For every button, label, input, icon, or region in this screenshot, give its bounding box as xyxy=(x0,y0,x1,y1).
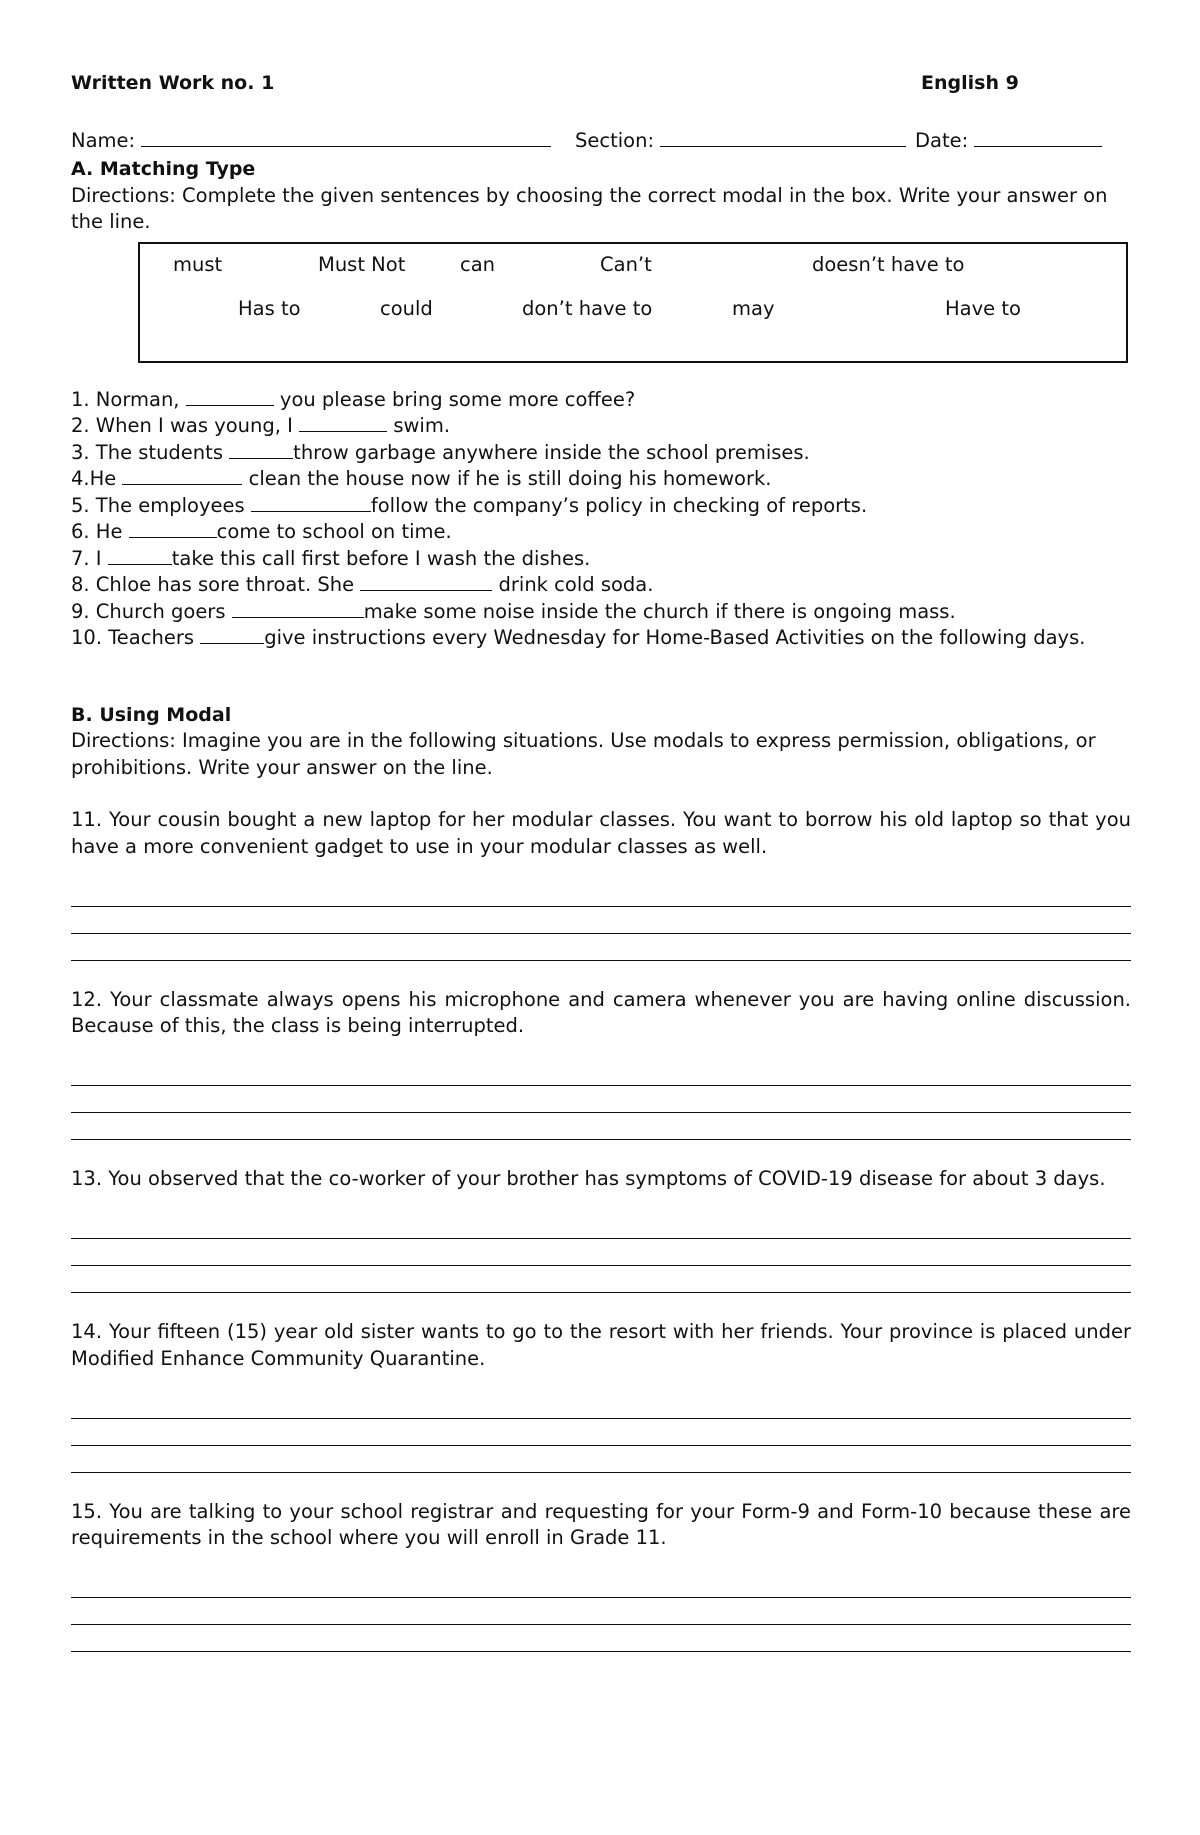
answer-line[interactable] xyxy=(71,1266,1131,1293)
item-text: clean the house now if he is still doing his homework. xyxy=(242,467,772,490)
item-text: throw garbage anywhere inside the school premises. xyxy=(293,440,810,464)
answer-line[interactable] xyxy=(71,1598,1131,1625)
answer-blank[interactable] xyxy=(251,493,371,512)
item-text: take this call first before I wash the dishes. xyxy=(171,546,591,570)
matching-item xyxy=(71,387,1131,414)
item-text: 8. Chloe has sore throat. She xyxy=(71,573,361,596)
answer-line[interactable] xyxy=(71,1059,1131,1086)
answer-blank[interactable] xyxy=(232,599,364,618)
question-text: 14. Your fifteen (15) year old sister wants to go to the resort with her friends. Your province is placed under Modified Enhance Community Quarantine. xyxy=(71,1320,1131,1370)
answer-line[interactable] xyxy=(71,880,1131,907)
question-text: 11. Your cousin bought a new laptop for her modular classes. You want to borrow his old laptop so that you have a more convenient gadget to use in your modular classes as well. xyxy=(71,808,1131,858)
section-a-directions: Directions: Complete the given sentences by choosing the correct modal in the box. Write your answer on the line. xyxy=(71,183,1108,233)
matching-item xyxy=(71,466,1131,493)
item-text: 1. Norman, xyxy=(71,387,186,411)
item-text: give instructions every Wednesday for Home-Based Activities on the following days. xyxy=(264,626,1086,649)
item-text: make some noise inside the church if there is ongoing mass. xyxy=(363,599,956,623)
answer-line[interactable] xyxy=(71,1086,1131,1113)
matching-item xyxy=(71,493,1131,520)
item-text: 7. I xyxy=(71,546,108,570)
answer-blank[interactable] xyxy=(108,546,172,565)
question-block xyxy=(71,987,1131,1141)
item-text: 4.He xyxy=(71,467,123,490)
matching-item xyxy=(71,599,1131,626)
question-block xyxy=(71,807,1131,961)
name-field[interactable] xyxy=(71,126,551,155)
matching-items xyxy=(71,387,1131,652)
worksheet-page xyxy=(71,70,1131,1652)
modal-word: Must Not xyxy=(318,252,406,276)
name-label: Name: xyxy=(71,129,136,152)
modal-word: Have to xyxy=(945,296,1021,320)
modal-word-box xyxy=(138,242,1128,363)
modal-word: may xyxy=(732,296,775,320)
answer-line[interactable] xyxy=(71,907,1131,934)
date-blank[interactable] xyxy=(974,126,1102,147)
date-label: Date: xyxy=(915,129,969,152)
modal-word: Has to xyxy=(238,296,301,320)
item-text: follow the company’s policy in checking of reports. xyxy=(370,493,868,517)
answer-line[interactable] xyxy=(71,1113,1131,1140)
item-text: 3. The students xyxy=(71,440,230,464)
section-label: Section: xyxy=(575,129,655,152)
answer-blank[interactable] xyxy=(360,572,492,591)
matching-item xyxy=(71,519,1131,546)
modal-word: could xyxy=(380,296,433,320)
answer-line[interactable] xyxy=(71,934,1131,961)
item-text: drink cold soda. xyxy=(492,573,654,596)
answer-line[interactable] xyxy=(71,1239,1131,1266)
question-block xyxy=(71,1166,1131,1293)
answer-blank[interactable] xyxy=(299,413,387,432)
section-blank[interactable] xyxy=(660,126,906,147)
matching-item xyxy=(71,572,1131,599)
matching-item xyxy=(71,625,1131,652)
matching-item xyxy=(71,440,1131,467)
answer-line[interactable] xyxy=(71,1446,1131,1473)
answer-line[interactable] xyxy=(71,1392,1131,1419)
section-a-title: A. Matching Type xyxy=(71,158,256,180)
student-info-row xyxy=(71,126,1131,156)
worksheet-title: Written Work no. 1 xyxy=(71,72,275,94)
item-text: you please bring some more coffee? xyxy=(273,387,636,411)
answer-blank[interactable] xyxy=(186,387,274,406)
answer-line[interactable] xyxy=(71,1571,1131,1598)
modal-word: can xyxy=(460,252,496,276)
section-b-title: B. Using Modal xyxy=(71,703,232,726)
modal-word: must xyxy=(173,252,223,276)
header xyxy=(71,70,1131,100)
question-text: 13. You observed that the co-worker of your brother has symptoms of COVID-19 disease for about 3 days. xyxy=(71,1167,1106,1190)
modal-word: don’t have to xyxy=(522,296,653,320)
section-b-directions: Directions: Imagine you are in the following situations. Use modals to express permission, obligations, or prohibitions. Write your answer on the line. xyxy=(71,729,1096,779)
item-text: come to school on time. xyxy=(216,520,452,543)
section-b xyxy=(71,702,1131,1653)
answer-blank[interactable] xyxy=(129,519,217,538)
item-text: swim. xyxy=(387,414,451,437)
question-text: 15. You are talking to your school registrar and requesting for your Form-9 and Form-10 because these are requirements in the school where you will enroll in Grade 11. xyxy=(71,1499,1131,1549)
item-text: 6. He xyxy=(71,520,129,543)
item-text: 5. The employees xyxy=(71,493,251,517)
answer-blank[interactable] xyxy=(200,625,264,644)
modal-word: Can’t xyxy=(600,252,652,276)
answer-line[interactable] xyxy=(71,1419,1131,1446)
name-blank[interactable] xyxy=(141,126,551,147)
subject-label: English 9 xyxy=(921,72,1019,94)
answer-line[interactable] xyxy=(71,1212,1131,1239)
matching-item xyxy=(71,546,1131,573)
item-text: 2. When I was young, I xyxy=(71,414,300,437)
answer-blank[interactable] xyxy=(122,466,242,485)
matching-item xyxy=(71,413,1131,440)
date-field[interactable] xyxy=(915,126,1102,155)
question-block xyxy=(71,1319,1131,1473)
item-text: 10. Teachers xyxy=(71,626,201,649)
question-text: 12. Your classmate always opens his microphone and camera whenever you are having online discussion. Because of this, the class is being interrupted. xyxy=(71,987,1131,1037)
item-text: 9. Church goers xyxy=(71,599,232,623)
section-field[interactable] xyxy=(575,126,906,155)
modal-word: doesn’t have to xyxy=(812,252,965,276)
answer-blank[interactable] xyxy=(229,440,293,459)
answer-line[interactable] xyxy=(71,1625,1131,1652)
question-block xyxy=(71,1499,1131,1653)
